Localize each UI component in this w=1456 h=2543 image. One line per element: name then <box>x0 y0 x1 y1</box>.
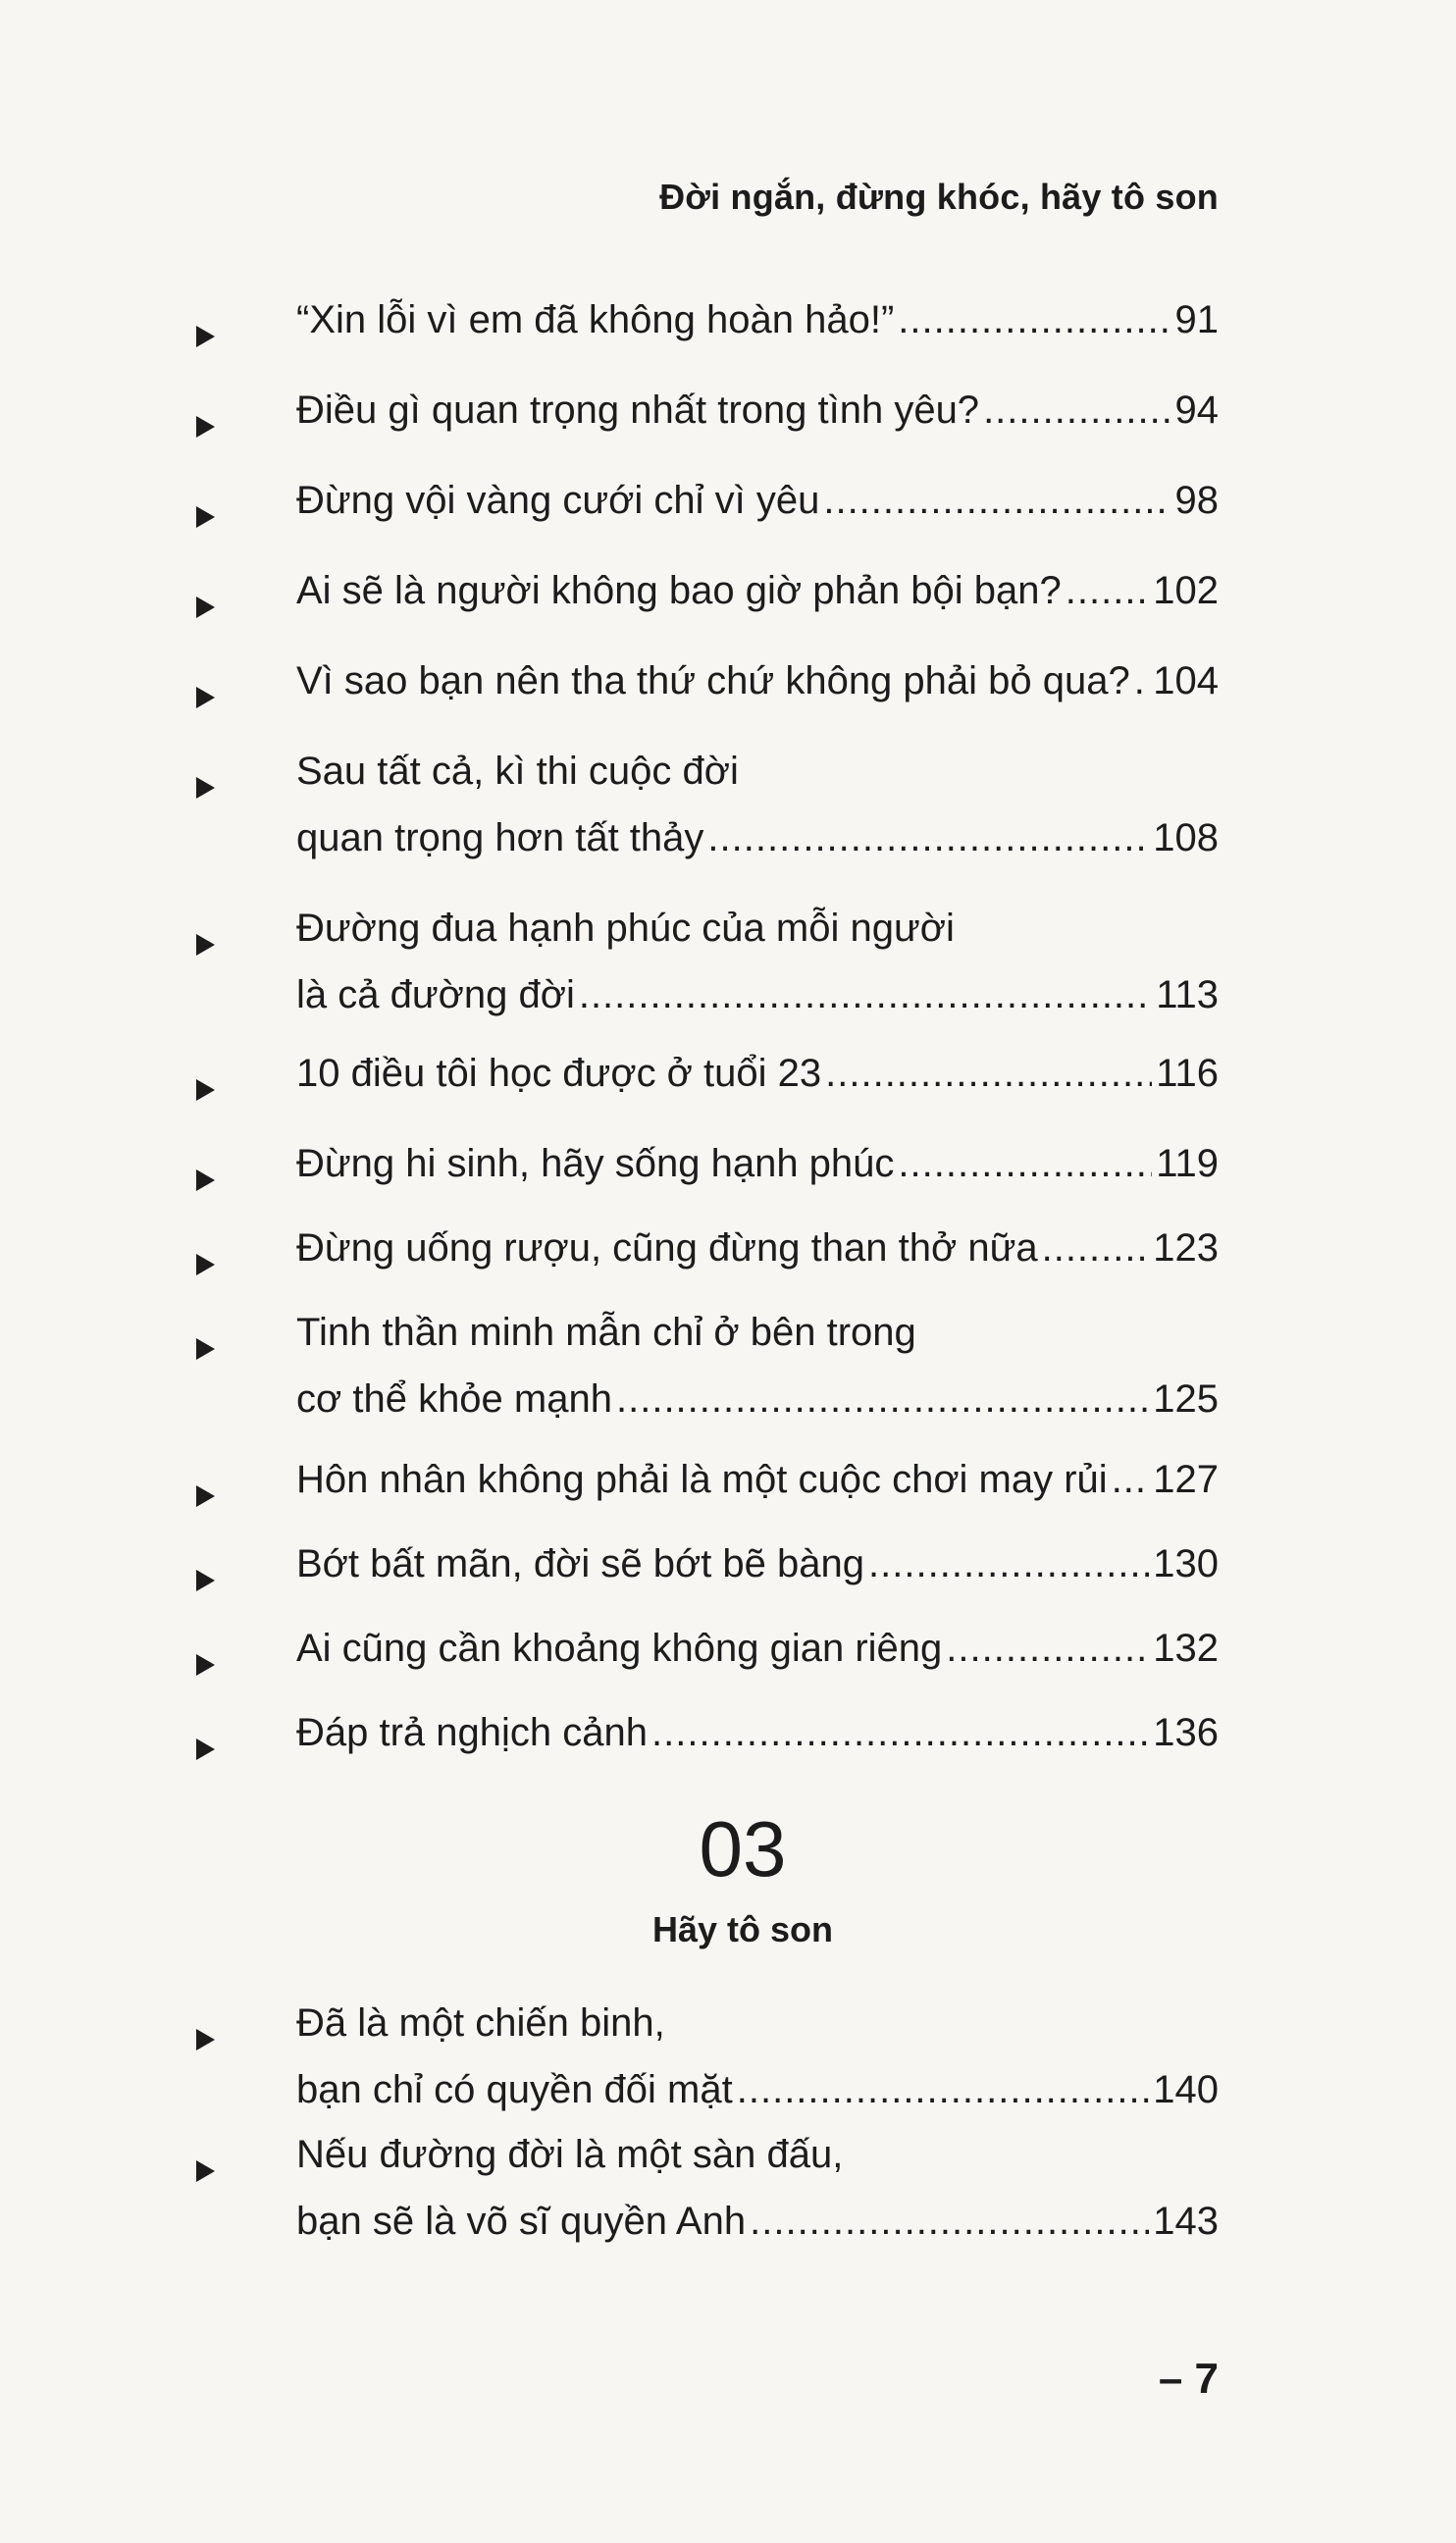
toc-page-number: 132 <box>1153 1627 1219 1670</box>
bullet-arrow-icon <box>196 1570 215 1591</box>
toc-page-number: 91 <box>1174 298 1219 341</box>
toc-line <box>296 744 1219 799</box>
toc-page-number: 94 <box>1174 389 1219 432</box>
toc-entry-title: Ai cũng cần khoảng không gian riêng <box>296 1627 943 1670</box>
bullet-arrow-icon <box>196 1254 215 1275</box>
toc-line <box>296 967 1219 1022</box>
toc-entry-title-continued: là cả đường đời <box>296 973 575 1016</box>
bullet-arrow-icon <box>196 1485 215 1507</box>
page-folio: – 7 <box>1158 2355 1219 2403</box>
toc-entry-title: Hôn nhân không phải là một cuộc chơi may rủi <box>296 1458 1108 1501</box>
toc-entry-title-continued: bạn sẽ là võ sĩ quyền Anh <box>296 2200 747 2243</box>
dot-leader <box>823 473 1170 528</box>
toc-line <box>296 1136 1219 1191</box>
toc-line <box>296 2062 1219 2117</box>
dot-leader <box>983 383 1170 438</box>
bullet-arrow-icon <box>196 2160 215 2182</box>
dot-leader <box>737 2062 1150 2117</box>
toc-entry-title: Ai sẽ là người không bao giờ phản bội bạn? <box>296 569 1062 612</box>
section-title <box>0 1905 1456 1954</box>
toc-line <box>296 1220 1219 1275</box>
bullet-arrow-icon <box>196 1654 215 1676</box>
toc-page-number: 123 <box>1153 1226 1219 1270</box>
toc-entry-title-continued: cơ thể khỏe mạnh <box>296 1377 612 1421</box>
bullet-arrow-icon <box>196 777 215 799</box>
section-number <box>0 1805 1456 1894</box>
dot-leader <box>898 1136 1152 1191</box>
toc-line <box>296 2194 1219 2249</box>
toc-page-number: 136 <box>1153 1711 1219 1754</box>
toc-entry-title-continued: quan trọng hơn tất thảy <box>296 816 704 859</box>
dot-leader <box>1066 563 1149 618</box>
bullet-arrow-icon <box>196 416 215 438</box>
toc-line <box>296 1996 1219 2050</box>
toc-entry-title: “Xin lỗi vì em đã không hoàn hảo!” <box>296 298 895 341</box>
dot-leader <box>750 2194 1149 2249</box>
toc-entry-title: Đừng vội vàng cưới chỉ vì yêu <box>296 479 820 522</box>
dot-leader <box>651 1705 1149 1760</box>
dot-leader <box>579 967 1152 1022</box>
toc-line <box>296 1305 1219 1360</box>
toc-line <box>296 1621 1219 1676</box>
toc-page-number: 140 <box>1153 2068 1219 2111</box>
dot-leader <box>868 1536 1149 1591</box>
bullet-arrow-icon <box>196 326 215 347</box>
bullet-arrow-icon <box>196 1338 215 1360</box>
section-title-text: Hãy tô son <box>651 1909 834 1949</box>
toc-entry-title: Tinh thần minh mẫn chỉ ở bên trong <box>296 1311 916 1354</box>
bullet-arrow-icon <box>196 597 215 618</box>
toc-entry-title: Đừng hi sinh, hãy sống hạnh phúc <box>296 1142 895 1185</box>
toc-entry-title: Điều gì quan trọng nhất trong tình yêu? <box>296 389 980 432</box>
dot-leader <box>825 1046 1152 1101</box>
toc-entry-title: Sau tất cả, kì thi cuộc đời <box>296 750 739 793</box>
toc-page-number: 108 <box>1153 816 1219 859</box>
toc-page-number: 143 <box>1153 2200 1219 2243</box>
dot-leader <box>1134 653 1150 708</box>
bullet-arrow-icon <box>196 1169 215 1191</box>
toc-page-number: 130 <box>1153 1542 1219 1585</box>
running-header: Đời ngắn, đừng khóc, hãy tô son <box>659 177 1219 217</box>
section-number-text: 03 <box>699 1805 787 1893</box>
toc-line <box>296 563 1219 618</box>
toc-line <box>296 810 1219 865</box>
toc-page-number: 116 <box>1156 1052 1219 1095</box>
toc-line <box>296 1536 1219 1591</box>
dot-leader <box>898 292 1170 347</box>
toc-entry-title: Đường đua hạnh phúc của mỗi người <box>296 907 955 950</box>
toc-page-number: 125 <box>1153 1377 1219 1421</box>
bullet-arrow-icon <box>196 687 215 708</box>
toc-entry-title: Đừng uống rượu, cũng đừng than thở nữa <box>296 1226 1038 1270</box>
toc-line <box>296 1372 1219 1427</box>
toc-line <box>296 2127 1219 2182</box>
toc-entry-title: Bớt bất mãn, đời sẽ bớt bẽ bàng <box>296 1542 865 1585</box>
toc-page-number: 113 <box>1156 973 1219 1016</box>
toc-entry-title: Nếu đường đời là một sàn đấu, <box>296 2133 844 2176</box>
dot-leader <box>946 1621 1149 1676</box>
toc-line <box>296 383 1219 438</box>
toc-entry-title: Đã là một chiến binh, <box>296 2001 665 2045</box>
bullet-arrow-icon <box>196 2029 215 2050</box>
toc-line <box>296 1705 1219 1760</box>
bullet-arrow-icon <box>196 1079 215 1101</box>
toc-entry-title-continued: bạn chỉ có quyền đối mặt <box>296 2068 733 2111</box>
dot-leader <box>1042 1220 1150 1275</box>
bullet-arrow-icon <box>196 1739 215 1760</box>
toc-page-number: 104 <box>1153 659 1219 702</box>
toc-entry-title: Vì sao bạn nên tha thứ chứ không phải bỏ qua? <box>296 659 1130 702</box>
toc-line <box>296 1452 1219 1507</box>
toc-line <box>296 653 1219 708</box>
toc-line <box>296 1046 1219 1101</box>
dot-leader <box>707 810 1149 865</box>
bullet-arrow-icon <box>196 506 215 528</box>
bullet-arrow-icon <box>196 934 215 956</box>
toc-page-number: 119 <box>1156 1142 1219 1185</box>
toc-entry-title: Đáp trả nghịch cảnh <box>296 1711 649 1754</box>
dot-leader <box>616 1372 1149 1427</box>
toc-line <box>296 292 1219 347</box>
toc-page-number: 102 <box>1153 569 1219 612</box>
dot-leader <box>1112 1452 1150 1507</box>
toc-line <box>296 473 1219 528</box>
toc-entry-title: 10 điều tôi học được ở tuổi 23 <box>296 1052 822 1095</box>
toc-line <box>296 901 1219 956</box>
toc-page-number: 127 <box>1153 1458 1219 1501</box>
toc-page-number: 98 <box>1174 479 1219 522</box>
